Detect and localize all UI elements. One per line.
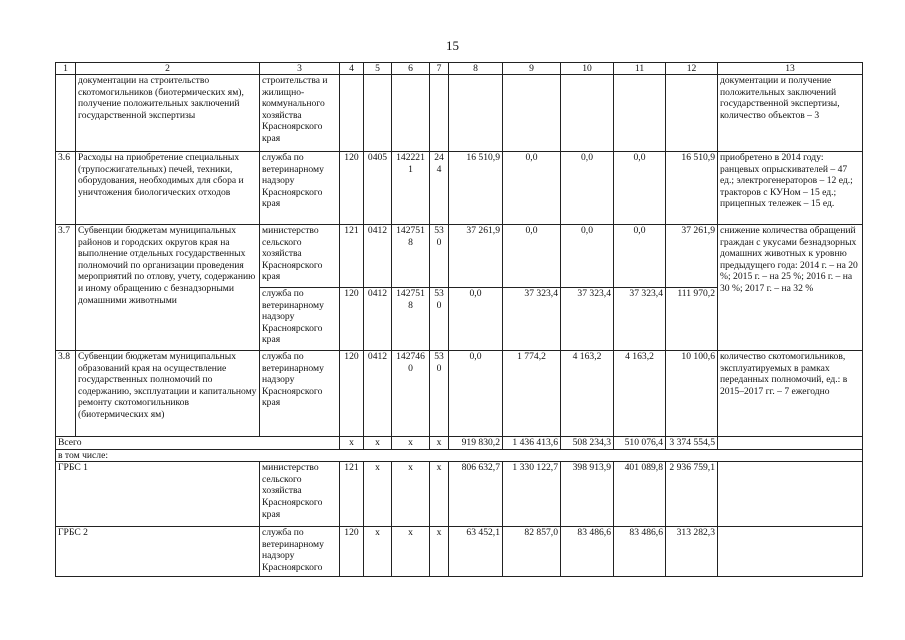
cell-amount: 16 510,9 xyxy=(449,152,503,225)
including-label: в том числе: xyxy=(56,449,863,462)
cell-amount: 1 774,2 xyxy=(503,351,561,437)
cell-number: 3.8 xyxy=(56,351,76,437)
total-row xyxy=(56,437,863,450)
column-header: 4 xyxy=(340,63,364,75)
table-row xyxy=(56,527,863,577)
cell-name: Расходы на приобретение специальных (трупосжигательных) печей, техники, оборудования, необходимых для сбора и уничтожения биологических отходов xyxy=(76,152,260,225)
page-number: 15 xyxy=(446,38,459,53)
cell-code: 120 xyxy=(340,351,364,437)
cell-amount: 806 632,7 xyxy=(449,462,503,527)
cell-code: 121 xyxy=(340,462,364,527)
total-label: Всего xyxy=(56,437,340,450)
cell-amount: 1 330 122,7 xyxy=(503,462,561,527)
grbs-label: ГРБС 2 xyxy=(56,527,260,577)
cell-code: 121 xyxy=(340,225,364,288)
cell-amount: 82 857,0 xyxy=(503,527,561,577)
cell-amount: 401 089,8 xyxy=(614,462,666,527)
budget-table xyxy=(55,62,863,577)
cell-amount: 0,0 xyxy=(503,152,561,225)
cell-code: х xyxy=(430,462,449,527)
cell-code: х xyxy=(392,437,430,450)
cell-code: 530 xyxy=(430,288,449,351)
cell-amount: 3 374 554,5 xyxy=(666,437,718,450)
cell-amount: 83 486,6 xyxy=(614,527,666,577)
cell-amount: 4 163,2 xyxy=(614,351,666,437)
cell-amount: 37 261,9 xyxy=(449,225,503,288)
cell-amount: 16 510,9 xyxy=(666,152,718,225)
table-row xyxy=(56,152,863,225)
column-header: 7 xyxy=(430,63,449,75)
cell-amount: 313 282,3 xyxy=(666,527,718,577)
cell-code: 120 xyxy=(340,288,364,351)
table-row xyxy=(56,462,863,527)
cell-code: х xyxy=(392,527,430,577)
column-header: 1 xyxy=(56,63,76,75)
cell-amount: 37 323,4 xyxy=(614,288,666,351)
cell-code: х xyxy=(364,437,392,450)
cell-code: х xyxy=(340,437,364,450)
cell-amount: 508 234,3 xyxy=(561,437,614,450)
cell-code: х xyxy=(364,527,392,577)
cell-result: снижение количества обращений граждан с укусами безнадзорных домашних животных к уровню предыдущего года: 2014 г. – на 20 %; 2015 г. – на 25 %; 2016 г. – на 30 %; 2017 г. – на 32 % xyxy=(718,225,863,351)
cell-result: количество скотомогильников, эксплуатируемых в рамках переданных полномочий, ед.: в 2015–2017 гг. – 7 ежегодно xyxy=(718,351,863,437)
cell-name: Субвенции бюджетам муниципальных районов и городских округов края на выполнение отдельных государственных полномочий по организации проведения мероприятий по отлову, учету, содержанию и иному обращению с безнадзорными домашними животными xyxy=(76,225,260,351)
cell-amount: 510 076,4 xyxy=(614,437,666,450)
cell-code: 530 xyxy=(430,351,449,437)
column-header: 5 xyxy=(364,63,392,75)
cell-grbs: строительства и жилищно-коммунального хозяйства Красноярского края xyxy=(260,75,340,152)
cell-result: приобретено в 2014 году: ранцевых опрыскивателей – 47 ед.; электрогенераторов – 12 ед.; тракторов с КУНом – 15 ед.; прицепных тележек – 15 ед. xyxy=(718,152,863,225)
column-header: 13 xyxy=(718,63,863,75)
column-header: 10 xyxy=(561,63,614,75)
cell-grbs: служба по ветеринарному надзору Красноярского края xyxy=(260,288,340,351)
cell-code: х xyxy=(364,462,392,527)
cell-amount: 2 936 759,1 xyxy=(666,462,718,527)
cell-grbs: служба по ветеринарному надзору Красноярского края xyxy=(260,152,340,225)
column-header: 2 xyxy=(76,63,260,75)
cell-amount: 0,0 xyxy=(503,225,561,288)
cell-code: 1427518 xyxy=(392,288,430,351)
including-row xyxy=(56,449,863,462)
grbs-label: ГРБС 1 xyxy=(56,462,260,527)
column-header-row xyxy=(56,63,863,75)
cell-amount: 83 486,6 xyxy=(561,527,614,577)
cell-amount: 398 913,9 xyxy=(561,462,614,527)
cell-code: 1427518 xyxy=(392,225,430,288)
cell-name: документации на строительство скотомогильников (биотермических ям), получение положительных заключений государственной экспертизы xyxy=(76,75,260,152)
cell-result: документации и получение положительных заключений государственной экспертизы, количество объектов – 3 xyxy=(718,75,863,152)
table-row xyxy=(56,351,863,437)
column-header: 9 xyxy=(503,63,561,75)
cell-grbs: министерство сельского хозяйства Красноярского края xyxy=(260,462,340,527)
table-row xyxy=(56,225,863,288)
cell-amount: 0,0 xyxy=(614,152,666,225)
cell-amount: 37 323,4 xyxy=(503,288,561,351)
cell-code: 244 xyxy=(430,152,449,225)
cell-amount: 10 100,6 xyxy=(666,351,718,437)
cell-code: х xyxy=(392,462,430,527)
cell-amount: 0,0 xyxy=(561,152,614,225)
cell-name: Субвенции бюджетам муниципальных образований края на осуществление государственных полномочий по содержанию, эксплуатации и капитальному ремонту скотомогильников (биотермических ям) xyxy=(76,351,260,437)
cell-grbs: служба по ветеринарному надзору Красноярского края xyxy=(260,351,340,437)
cell-code: 1427460 xyxy=(392,351,430,437)
cell-code: х xyxy=(430,437,449,450)
cell-grbs: министерство сельского хозяйства Красноярского края xyxy=(260,225,340,288)
cell-number xyxy=(56,75,76,152)
cell-number: 3.7 xyxy=(56,225,76,351)
cell-grbs: служба по ветеринарному надзору Красноярского xyxy=(260,527,340,577)
cell-code: 1422211 xyxy=(392,152,430,225)
table-row xyxy=(56,75,863,152)
column-header: 6 xyxy=(392,63,430,75)
cell-amount: 63 452,1 xyxy=(449,527,503,577)
column-header: 8 xyxy=(449,63,503,75)
cell-amount: 37 261,9 xyxy=(666,225,718,288)
cell-amount: 0,0 xyxy=(561,225,614,288)
cell-amount: 4 163,2 xyxy=(561,351,614,437)
cell-code: 530 xyxy=(430,225,449,288)
cell-amount: 0,0 xyxy=(449,351,503,437)
cell-amount: 0,0 xyxy=(614,225,666,288)
column-header: 3 xyxy=(260,63,340,75)
cell-amount: 0,0 xyxy=(449,288,503,351)
cell-code: 0412 xyxy=(364,225,392,288)
cell-amount: 919 830,2 xyxy=(449,437,503,450)
cell-amount: 37 323,4 xyxy=(561,288,614,351)
cell-code: 0412 xyxy=(364,351,392,437)
cell-code: 0405 xyxy=(364,152,392,225)
column-header: 11 xyxy=(614,63,666,75)
cell-code: 120 xyxy=(340,527,364,577)
cell-code: 120 xyxy=(340,152,364,225)
cell-code: 0412 xyxy=(364,288,392,351)
cell-amount: 111 970,2 xyxy=(666,288,718,351)
column-header: 12 xyxy=(666,63,718,75)
cell-number: 3.6 xyxy=(56,152,76,225)
cell-code: х xyxy=(430,527,449,577)
cell-amount: 1 436 413,6 xyxy=(503,437,561,450)
